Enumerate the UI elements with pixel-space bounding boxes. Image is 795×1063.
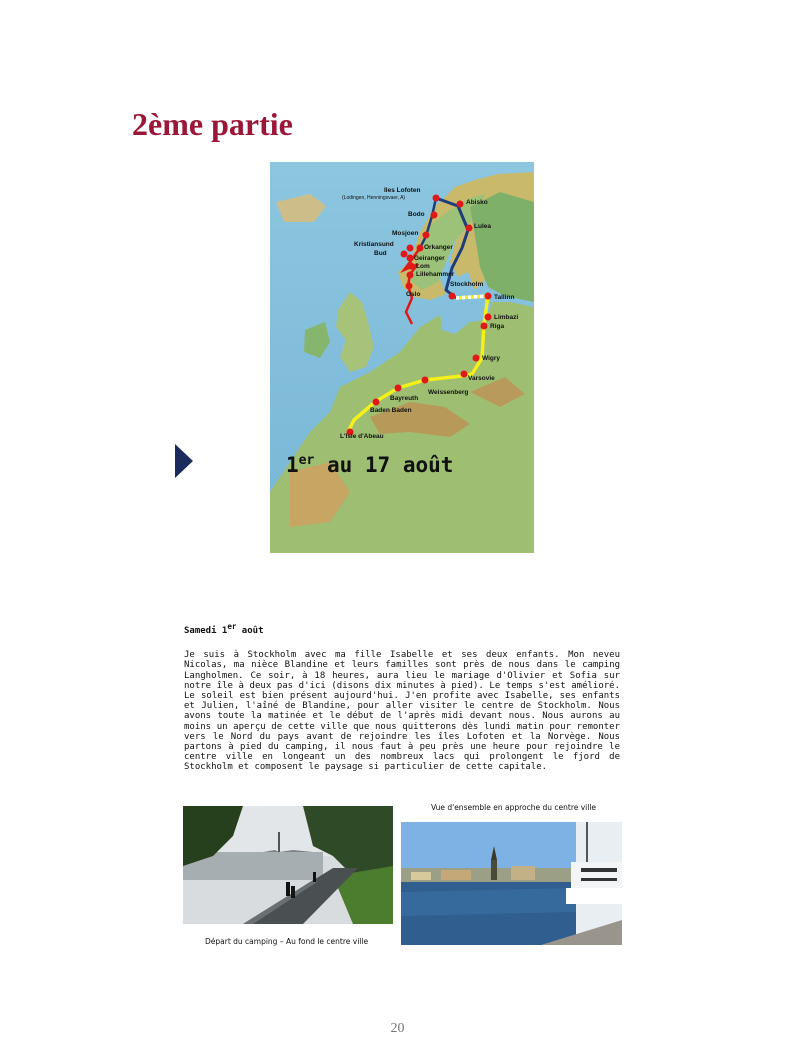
right-photo-caption: Vue d'ensemble en approche du centre ville	[431, 803, 597, 812]
diary-heading-main: Samedi 1	[184, 626, 228, 636]
city-label-bodo: Bodo	[408, 211, 425, 218]
section-title: 2ème partie	[132, 106, 293, 142]
city-label-lom: Lom	[416, 263, 430, 270]
marker-varsovie	[461, 371, 468, 378]
marker-bud	[401, 251, 408, 258]
marker-bayreuth	[395, 385, 402, 392]
city-label-mosjoen: Mosjoen	[392, 230, 419, 237]
city-label-lofoten: Iles Lofoten	[384, 187, 421, 194]
city-label-oslo: Oslo	[406, 291, 421, 298]
city-label-bayreuth: Bayreuth	[390, 395, 419, 402]
city-label-stockholm: Stockholm	[450, 281, 484, 288]
marker-stockholm	[449, 293, 456, 300]
marker-riga	[481, 323, 488, 330]
city-label-bud: Bud	[374, 250, 387, 257]
marker-limbazi	[485, 314, 492, 321]
city-label-wigry: Wigry	[482, 355, 500, 362]
diary-entry	[184, 622, 620, 773]
city-label-isle: L'Isle d'Abeau	[340, 433, 384, 440]
city-label-lulea: Lulea	[474, 223, 491, 230]
marker-orkanger	[417, 245, 424, 252]
diary-heading-rest: août	[236, 626, 264, 636]
page-number: 20	[390, 1021, 405, 1036]
marker-mosjoen	[423, 232, 430, 239]
marker-kristiansund	[407, 245, 414, 252]
city-label-limbazi: Limbazi	[494, 314, 519, 321]
diary-heading-sup: er	[227, 622, 237, 631]
map-dates-main: 1	[286, 453, 299, 477]
marker-bodo	[431, 212, 438, 219]
marker-lillehammer	[407, 272, 414, 279]
marker-abisko	[457, 201, 464, 208]
city-label-weissenberg: Weissenberg	[428, 389, 469, 396]
city-label-lofoten-sub: (Lodingen, Henningsvaer, A)	[342, 195, 406, 201]
city-label-geiranger: Geiranger	[414, 255, 445, 262]
marker-weissenberg	[422, 377, 429, 384]
marker-lom	[408, 263, 415, 270]
city-label-lillehammer: Lillehammer	[416, 271, 455, 278]
navigation-arrow-icon	[175, 444, 193, 478]
marker-geiranger	[407, 255, 414, 262]
city-label-orkanger: Orkanger	[424, 244, 453, 251]
map-dates-sup: er	[298, 453, 315, 468]
left-photo-caption: Départ du camping – Au fond le centre ville	[205, 937, 369, 946]
city-label-kristiansund: Kristiansund	[354, 241, 394, 248]
diary-body: Je suis à Stockholm avec ma fille Isabelle et ses deux enfants. Mon neveu Nicolas, ma nièce Blandine et leurs familles sont près de nous dans le camping Langholmen. Ce soir, à 18 heures, aura lieu le mariage d'Olivier et Sofia sur notre île à deux pas d'ici (disons dix minutes à pied). Le temps s'est amélioré. Le soleil est bien présent aujourd'hui. J'en profite avec Isabelle, ses enfants et Julien, l'aîné de Blandine, pour aller visiter le centre de Stockholm. Nous avons toute la matinée et le début de l'après midi devant nous. Nous aurons au moins un aperçu de cette ville que nous quitterons dès lundi matin pour remonter vers le Nord du pays avant de rejoindre les îles Lofoten et la Norvège. Nous partons à pied du camping, il nous faut à peu près une heure pour rejoindre le centre ville en longeant un des nombreux lacs qui prolongent le fjord de Stockholm et composent le paysage si particulier de cette capitale.	[184, 650, 620, 773]
route-map	[270, 162, 534, 553]
route-map-graphic	[270, 162, 534, 553]
city-label-varsovie: Varsovie	[468, 375, 495, 382]
map-dates-rest: au 17 août	[314, 453, 454, 477]
marker-tallinn	[485, 293, 492, 300]
photo-stockholm-view	[401, 822, 622, 945]
marker-lofoten	[433, 195, 440, 202]
marker-lulea	[466, 225, 473, 232]
city-label-baden: Baden Baden	[370, 407, 412, 414]
city-label-abisko: Abisko	[466, 199, 488, 206]
marker-oslo	[406, 283, 413, 290]
marker-baden	[373, 399, 380, 406]
diary-heading	[184, 622, 620, 636]
city-label-tallinn: Tallinn	[494, 294, 515, 301]
marker-wigry	[473, 355, 480, 362]
photo-camping-departure	[183, 806, 393, 924]
city-label-riga: Riga	[490, 323, 505, 330]
